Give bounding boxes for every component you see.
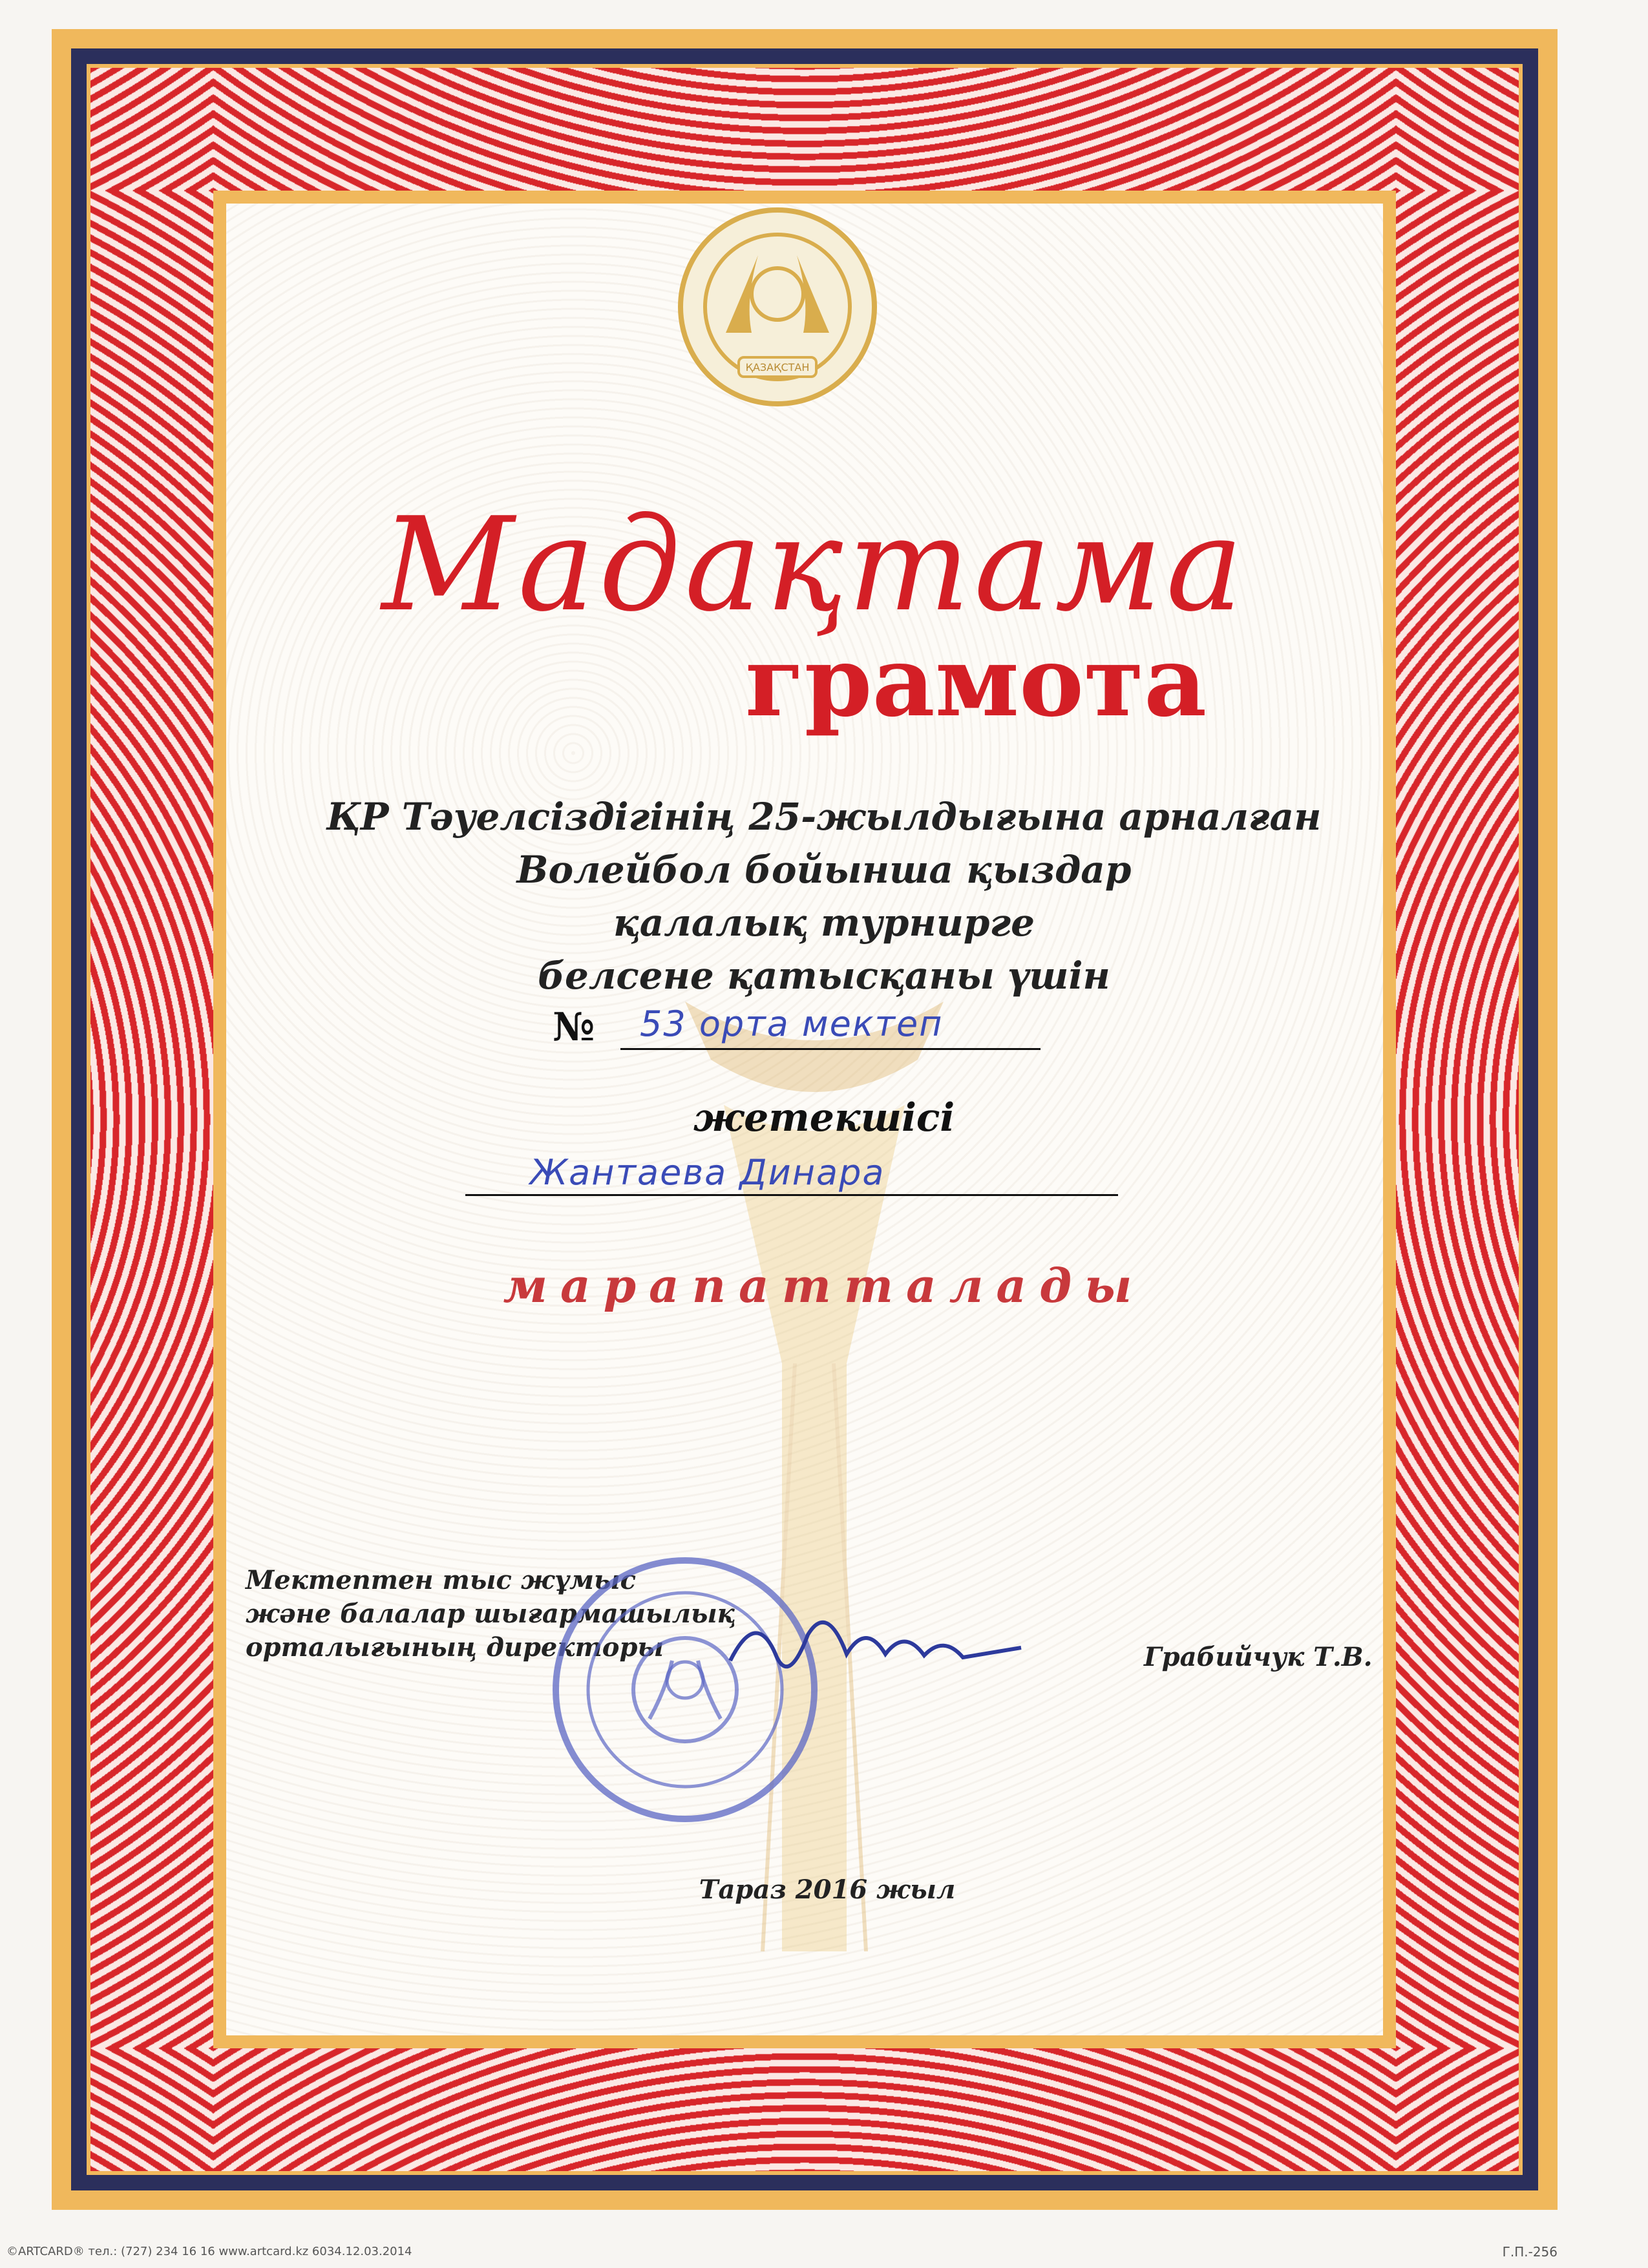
emblem-label: ҚАЗАҚСТАН [745, 361, 810, 373]
state-emblem [674, 204, 881, 410]
leader-underline [465, 1194, 1118, 1196]
awarded-text: марапатталады [503, 1258, 1145, 1313]
school-underline [620, 1048, 1041, 1050]
director-line-1: Мектептен тыс жұмыс [246, 1565, 637, 1595]
body-line-4: белсене қатысқаны үшін [538, 954, 1110, 998]
title-print: грамота [745, 625, 1207, 739]
director-name: Грабийчук Т.В. [1144, 1642, 1373, 1672]
number-label: № [553, 1005, 595, 1050]
director-signature [717, 1596, 1041, 1693]
title-script: Мадақтама [381, 490, 1247, 640]
director-line-3: орталығының директоры [246, 1632, 664, 1663]
leader-name-handwritten: Жантаева Динара [530, 1152, 885, 1193]
school-handwritten: 53 орта мектеп [640, 1003, 944, 1044]
leader-label: жетекшісі [693, 1095, 955, 1140]
printer-imprint: ©ARTCARD® тел.: (727) 234 16 16 www.artcard.kz 6034.12.03.2014 [6, 2245, 412, 2258]
body-line-3: қалалық турнирге [613, 901, 1035, 945]
form-code: Г.П.-256 [1502, 2244, 1558, 2260]
director-line-2: және балалар шығармашылық [246, 1599, 735, 1629]
body-line-1: ҚР Тәуелсіздігінің 25-жылдығына арналған [326, 795, 1322, 839]
body-line-2: Волейбол бойынша қыздар [516, 848, 1132, 892]
place-year: Тараз 2016 жыл [699, 1874, 956, 1905]
